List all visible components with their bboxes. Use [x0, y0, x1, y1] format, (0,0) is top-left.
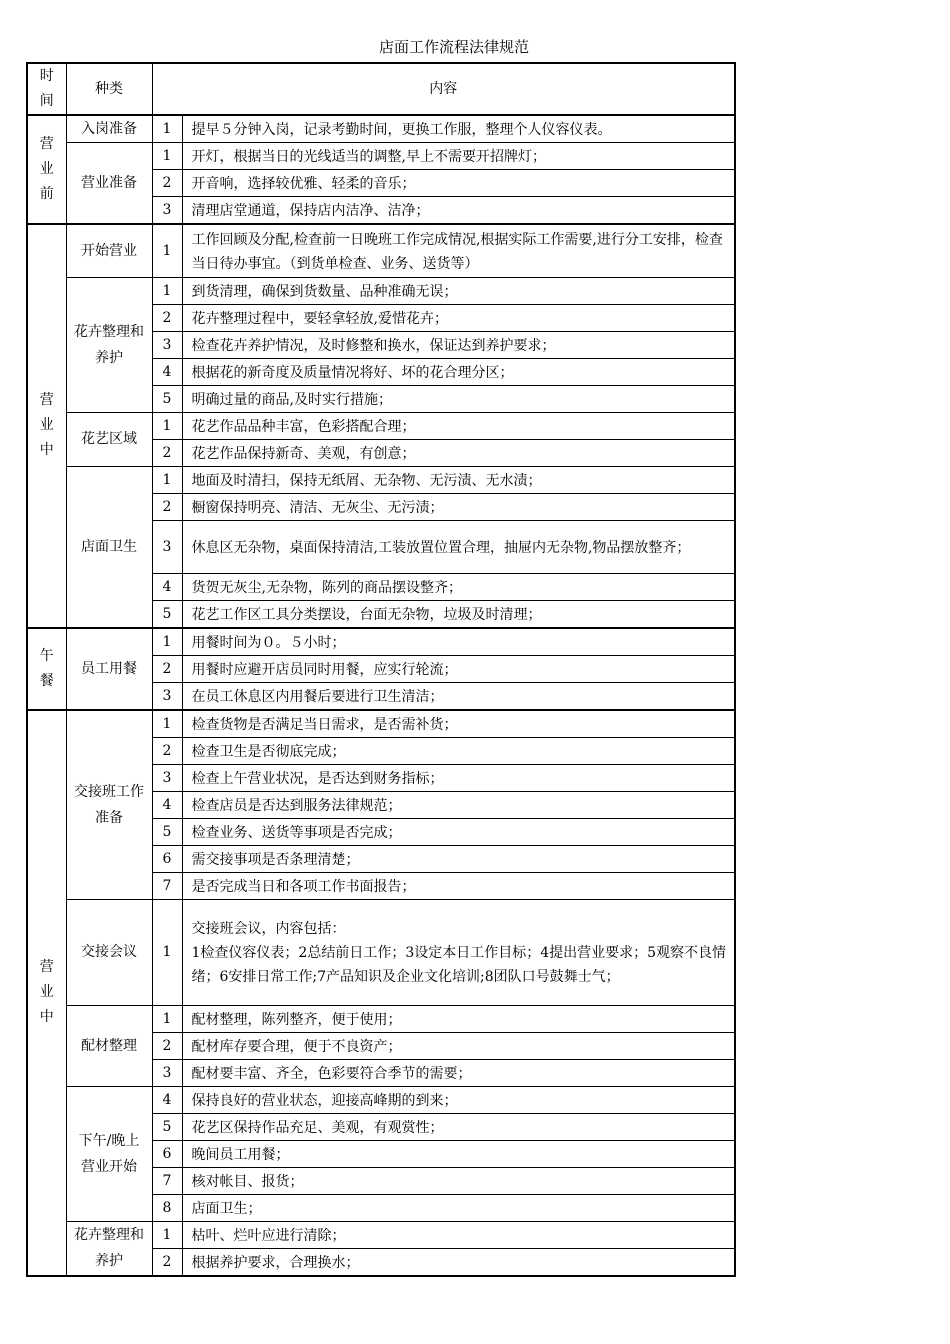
item-number: 7 — [152, 872, 182, 899]
item-text: 花艺工作区工具分类摆设，台面无杂物，垃圾及时清理； — [182, 600, 735, 628]
table-row — [27, 628, 735, 656]
item-number: 1 — [152, 628, 182, 656]
item-text: 到货清理，确保到货数量、品种准确无误； — [182, 277, 735, 304]
item-number: 1 — [152, 277, 182, 304]
item-number: 1 — [152, 1005, 182, 1032]
item-number: 6 — [152, 845, 182, 872]
item-number: 5 — [152, 1113, 182, 1140]
item-text: 店面卫生； — [182, 1194, 735, 1221]
item-number: 5 — [152, 818, 182, 845]
item-number: 2 — [152, 1248, 182, 1276]
table-row — [27, 1005, 735, 1032]
document-title: 店面工作流程法律规范 — [378, 38, 529, 56]
item-number: 6 — [152, 1140, 182, 1167]
table-row — [27, 412, 735, 439]
item-number: 4 — [152, 573, 182, 600]
item-text: 清理店堂通道，保持店内洁净、洁净； — [182, 197, 735, 225]
item-text: 货贺无灰尘,无杂物，陈列的商品摆设整齐； — [182, 573, 735, 600]
item-text: 配材要丰富、齐全，色彩要符合季节的需要； — [182, 1059, 735, 1086]
item-number: 1 — [152, 1221, 182, 1248]
item-number: 1 — [152, 710, 182, 738]
item-text: 工作回顾及分配,检查前一日晚班工作完成情况,根据实际工作需要,进行分工安排，检查当日待办事宜。（到货单检查、业务、送货等） — [182, 224, 735, 277]
item-number: 2 — [152, 655, 182, 682]
item-text: 用餐时间为０。５小时； — [182, 628, 735, 656]
header-content: 内容 — [152, 63, 735, 115]
item-text: 检查业务、送货等事项是否完成； — [182, 818, 735, 845]
header-time: 时间 — [27, 63, 66, 115]
item-text: 检查货物是否满足当日需求，是否需补货； — [182, 710, 735, 738]
item-number: 1 — [152, 115, 182, 143]
item-text: 地面及时清扫，保持无纸屑、无杂物、无污渍、无水渍； — [182, 466, 735, 493]
category-cell: 营业准备 — [66, 143, 152, 225]
category-cell: 交接会议 — [66, 899, 152, 1005]
item-number: 2 — [152, 737, 182, 764]
header-row — [27, 63, 735, 115]
item-text: 枯叶、烂叶应进行清除； — [182, 1221, 735, 1248]
item-number: 3 — [152, 1059, 182, 1086]
item-number: 2 — [152, 304, 182, 331]
table-row — [27, 899, 735, 1005]
item-number: 4 — [152, 1086, 182, 1113]
table-row — [27, 710, 735, 738]
item-text: 需交接事项是否条理清楚； — [182, 845, 735, 872]
category-cell: 花卉整理和养护 — [66, 1221, 152, 1276]
section-time-cell: 午餐 — [27, 628, 66, 710]
item-text: 检查卫生是否彻底完成； — [182, 737, 735, 764]
item-number: 2 — [152, 493, 182, 520]
item-text: 花卉整理过程中，要轻拿轻放,爱惜花卉； — [182, 304, 735, 331]
item-text: 检查花卉养护情况，及时修整和换水，保证达到养护要求； — [182, 331, 735, 358]
category-cell: 员工用餐 — [66, 628, 152, 710]
category-cell: 花艺区域 — [66, 412, 152, 466]
category-cell: 店面卫生 — [66, 466, 152, 628]
category-cell: 下午/晚上营业开始 — [66, 1086, 152, 1221]
category-cell: 开始营业 — [66, 224, 152, 277]
item-text: 交接班会议，内容包括： 1检查仪容仪表；2总结前日工作；3设定本日工作目标；4提出营业要求；5观察不良情绪；6安排日常工作;7产品知识及企业文化培训;8团队口号鼓舞士气； — [182, 899, 735, 1005]
table-row — [27, 277, 735, 304]
item-text: 根据花的新奇度及质量情况将好、坏的花合理分区； — [182, 358, 735, 385]
workflow-table — [26, 62, 736, 1277]
table-row — [27, 115, 735, 143]
item-number: 1 — [152, 466, 182, 493]
item-text: 橱窗保持明亮、清洁、无灰尘、无污渍； — [182, 493, 735, 520]
item-text: 保持良好的营业状态，迎接高峰期的到来； — [182, 1086, 735, 1113]
table-row — [27, 1221, 735, 1248]
section-time-cell: 营业中 — [27, 224, 66, 628]
item-number: 1 — [152, 899, 182, 1005]
item-number: 1 — [152, 143, 182, 170]
item-number: 3 — [152, 520, 182, 573]
item-text: 是否完成当日和各项工作书面报告； — [182, 872, 735, 899]
item-number: 3 — [152, 331, 182, 358]
category-cell: 交接班工作准备 — [66, 710, 152, 900]
item-number: 2 — [152, 439, 182, 466]
item-number: 3 — [152, 197, 182, 225]
item-number: 7 — [152, 1167, 182, 1194]
item-number: 5 — [152, 600, 182, 628]
item-number: 3 — [152, 764, 182, 791]
category-cell: 花卉整理和养护 — [66, 277, 152, 412]
item-text: 明确过量的商品,及时实行措施； — [182, 385, 735, 412]
item-number: 2 — [152, 1032, 182, 1059]
item-number: 5 — [152, 385, 182, 412]
item-text: 开灯，根据当日的光线适当的调整,早上不需要开招牌灯； — [182, 143, 735, 170]
item-number: 8 — [152, 1194, 182, 1221]
item-text: 晚间员工用餐； — [182, 1140, 735, 1167]
item-number: 2 — [152, 170, 182, 197]
item-number: 1 — [152, 224, 182, 277]
item-text: 提早５分钟入岗，记录考勤时间，更换工作服，整理个人仪容仪表。 — [182, 115, 735, 143]
item-text: 用餐时应避开店员同时用餐，应实行轮流； — [182, 655, 735, 682]
section-time-cell: 营业中 — [27, 710, 66, 1276]
item-number: 4 — [152, 358, 182, 385]
table-row — [27, 466, 735, 493]
item-text: 配材库存要合理，便于不良资产； — [182, 1032, 735, 1059]
section-time-cell: 营业前 — [27, 115, 66, 224]
item-text: 根据养护要求，合理换水； — [182, 1248, 735, 1276]
header-category: 种类 — [66, 63, 152, 115]
category-cell: 配材整理 — [66, 1005, 152, 1086]
item-number: 3 — [152, 682, 182, 710]
item-text: 花艺作品保持新奇、美观，有创意； — [182, 439, 735, 466]
item-text: 开音响，选择较优雅、轻柔的音乐； — [182, 170, 735, 197]
item-text: 花艺区保持作品充足、美观，有观赏性； — [182, 1113, 735, 1140]
item-text: 检查店员是否达到服务法律规范； — [182, 791, 735, 818]
item-number: 4 — [152, 791, 182, 818]
item-text: 休息区无杂物，桌面保持清洁,工装放置位置合理，抽屉内无杂物,物品摆放整齐； — [182, 520, 735, 573]
item-text: 花艺作品品种丰富，色彩搭配合理； — [182, 412, 735, 439]
table-row — [27, 1086, 735, 1113]
table-row — [27, 224, 735, 277]
item-text: 核对帐目、报货； — [182, 1167, 735, 1194]
item-text: 检查上午营业状况，是否达到财务指标； — [182, 764, 735, 791]
table-row — [27, 143, 735, 170]
item-text: 在员工休息区内用餐后要进行卫生清洁； — [182, 682, 735, 710]
item-number: 1 — [152, 412, 182, 439]
category-cell: 入岗准备 — [66, 115, 152, 143]
item-text: 配材整理，陈列整齐，便于使用； — [182, 1005, 735, 1032]
